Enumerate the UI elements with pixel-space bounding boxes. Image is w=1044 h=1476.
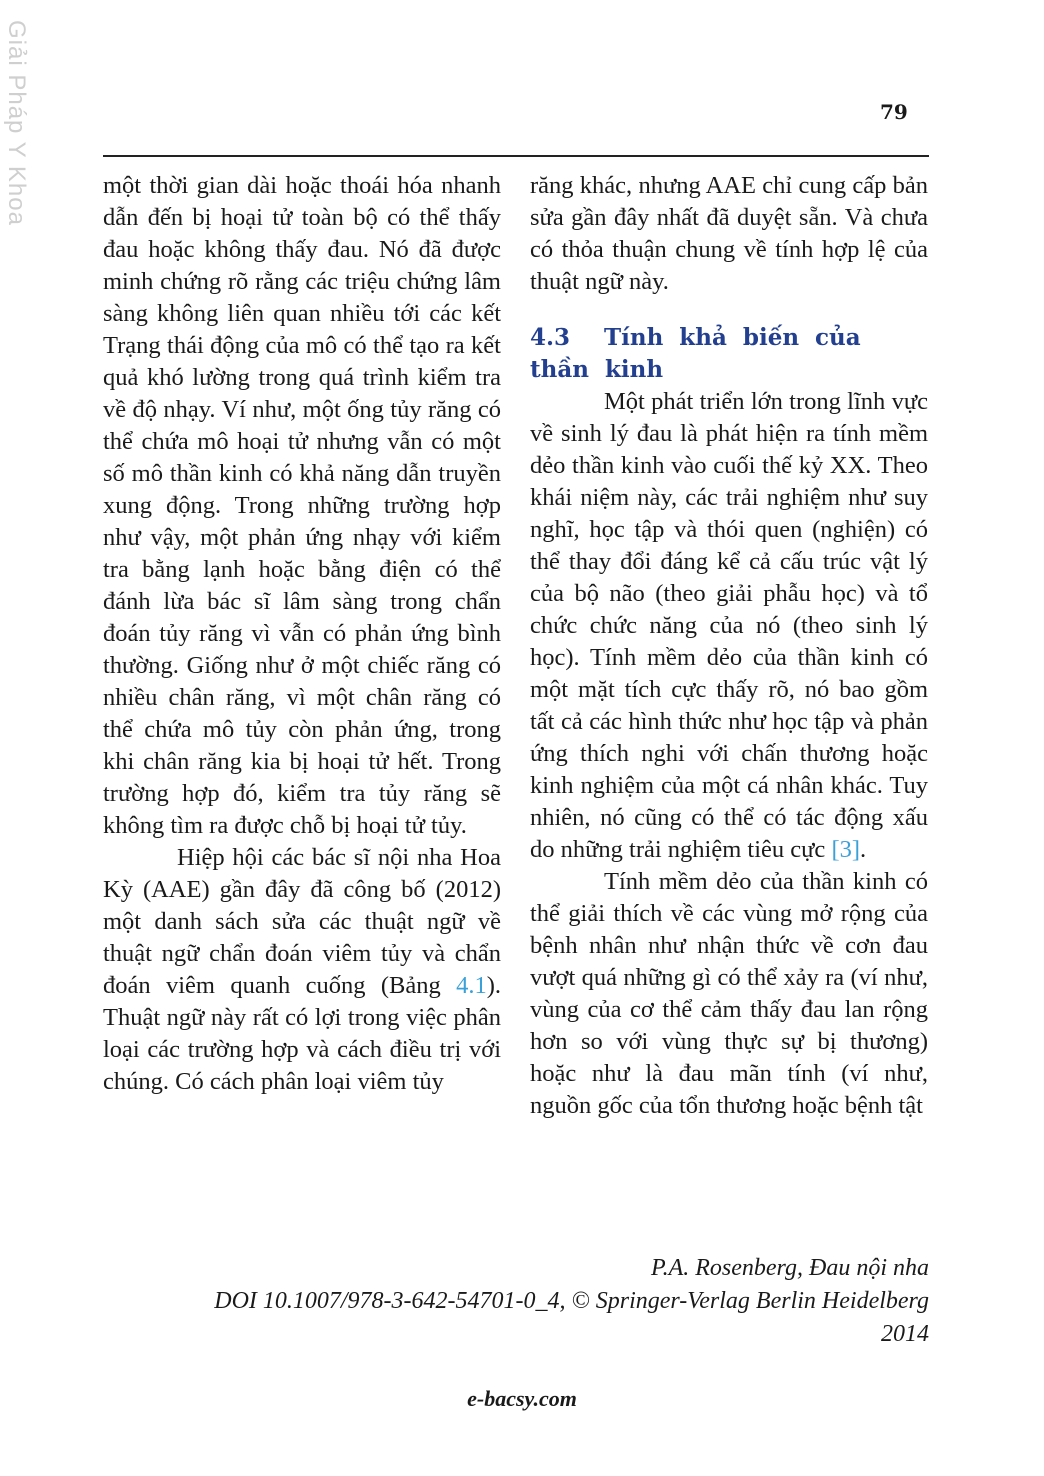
right-paragraph-1: răng khác, nhưng AAE chỉ cung cấp bản sửa gần đây nhất đã duyệt sẵn. Và chưa có thỏa thuận chung về tính hợp lệ của thuật ngữ này. — [530, 172, 928, 295]
section-title: Tính khả biến của thần kinh — [530, 324, 861, 383]
watermark: Giải Pháp Y Khoa — [3, 20, 30, 226]
citation-reference-link[interactable]: [3] — [831, 836, 861, 863]
citation-footer — [103, 1252, 929, 1351]
right-column — [530, 170, 928, 1122]
footer-year: 2014 — [881, 1321, 929, 1347]
left-paragraph-2-text-a: Hiệp hội các bác sĩ nội nha Hoa Kỳ (AAE) gần đây đã công bố (2012) một danh sách sửa các thuật ngữ về thuật ngữ chẩn đoán viêm tủy và chẩn đoán viêm quanh cuống (Bảng — [103, 844, 501, 999]
left-column — [103, 170, 501, 1098]
right-paragraph-3: Tính mềm dẻo của thần kinh có thể giải thích về các vùng mở rộng của bệnh nhân như nhận thức về cơn đau vượt quá những gì có thể xảy ra (ví như, vùng của cơ thể cảm thấy đau lan rộng hơn so với vùng thực sự bị thương) hoặc như là đau mãn tính (ví như, nguồn gốc của tổn thương hoặc bệnh tật — [530, 868, 928, 1119]
right-paragraph-2-text-b: . — [860, 836, 867, 863]
left-paragraph-2 — [103, 842, 501, 1098]
left-paragraph-1: một thời gian dài hoặc thoái hóa nhanh dẫn đến bị hoại tử toàn bộ có thể thấy đau hoặc không thấy đau. Nó đã được minh chứng rõ rằng các triệu chứng lâm sàng không liên quan nhiều tới các kết Trạng thái động của mô có thể tạo ra kết quả khó lường trong quá trình kiểm tra về độ nhạy. Ví như, một ống tủy răng có thể chứa mô hoại tử nhưng vẫn có một số mô thần kinh có khả năng dẫn truyền xung động. Trong những trường hợp như vậy, một phản ứng nhạy với kiểm tra bằng lạnh hoặc bằng điện có thể đánh lừa bác sĩ lâm sàng trong chẩn đoán tủy răng vì vẫn có phản ứng bình thường. Giống như ở một chiếc răng có nhiều chân răng, vì một chân răng có thể chứa mô tủy còn phản ứng, trong khi chân răng kia bị hoại tử hết. Trong trường hợp đó, kiểm tra tủy răng sẽ không tìm ra được chỗ bị hoại tử tủy. — [103, 172, 501, 839]
site-footer: e-bacsy.com — [467, 1386, 577, 1411]
section-heading — [530, 322, 928, 386]
footer-doi-line: DOI 10.1007/978-3-642-54701-0_4, © Springer-Verlag Berlin Heidelberg — [214, 1288, 929, 1314]
right-paragraph-2-text-a: Một phát triển lớn trong lĩnh vực về sinh lý đau là phát hiện ra tính mềm dẻo thần kinh vào cuối thế kỷ XX. Theo khái niệm này, các trải nghiệm như suy nghĩ, học tập và thói quen (nghiện) có thể thay đổi đáng kể cả cấu trúc vật lý của bộ não (theo giải phẫu học) và tổ chức chức năng của nó (theo sinh lý học). Tính mềm dẻo của thần kinh có một mặt tích cực thấy rõ, nó bao gồm tất cả các hình thức như học tập và phản ứng thích nghi với chấn thương hoặc kinh nghiệm của một cá nhân khác. Tuy nhiên, nó cũng có thể có tác động xấu do những trải nghiệm tiêu cực — [530, 388, 928, 863]
section-number: 4.3 — [530, 324, 571, 351]
header-rule — [103, 155, 929, 157]
table-reference-link[interactable]: 4.1 — [456, 972, 487, 999]
right-paragraph-2 — [530, 386, 928, 866]
page-number: 79 — [880, 100, 908, 124]
left-paragraph-2-text-b: ). Thuật ngữ này rất có lợi trong việc phân loại các trường hợp và cách điều trị với chúng. Có cách phân loại viêm tủy — [103, 972, 501, 1095]
footer-author-line: P.A. Rosenberg, Đau nội nha — [651, 1255, 929, 1281]
